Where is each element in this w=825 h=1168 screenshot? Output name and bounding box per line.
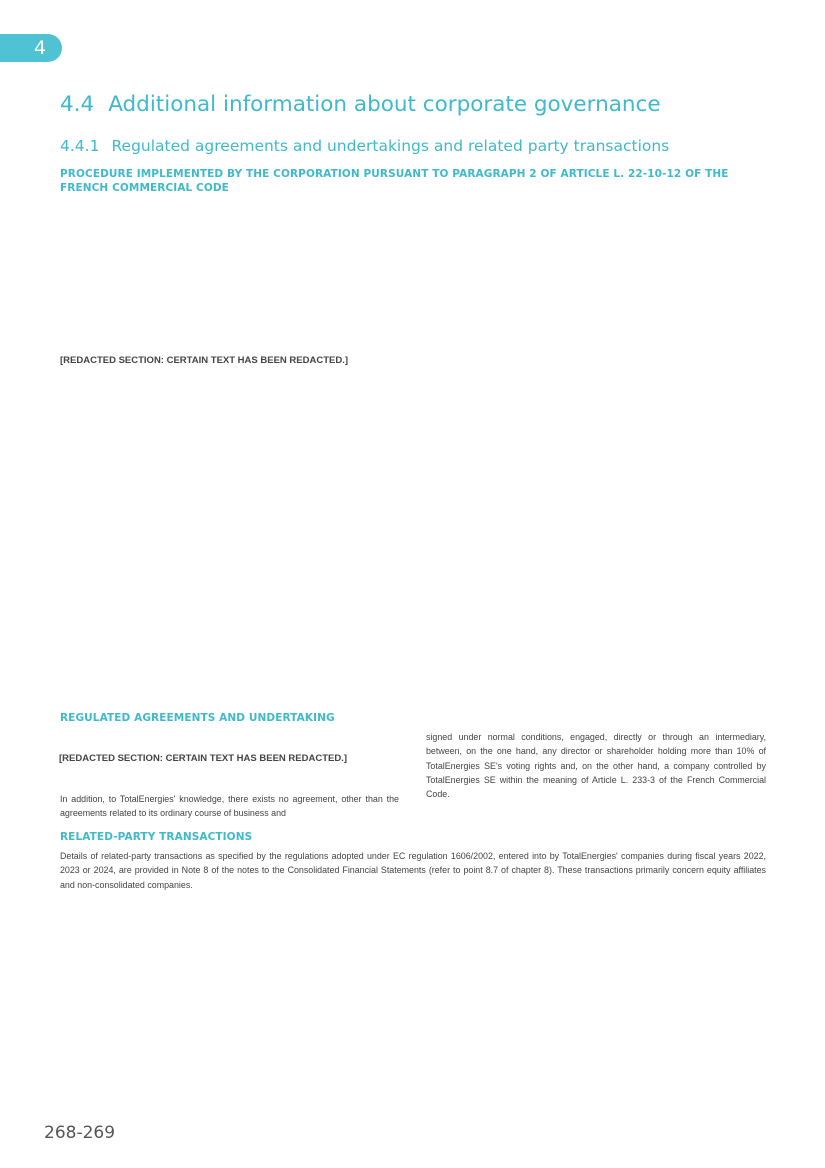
subsection-number: 4.4.1: [60, 137, 100, 155]
redacted-notice: [REDACTED SECTION: CERTAIN TEXT HAS BEEN REDACTED.]: [60, 355, 348, 366]
section-number: 4.4: [60, 92, 95, 117]
regulated-agreements-heading: REGULATED AGREEMENTS AND UNDERTAKING: [60, 712, 335, 724]
chapter-tab: 4: [0, 34, 62, 62]
related-party-paragraph: Details of related-party transactions as specified by the regulations adopted under EC regulation 1606/2002, entered into by TotalEnergies' companies during fiscal years 2022, 2023 or 2024, are provided in Note 8 of the notes to the Consolidated Financial Statements (refer to point 8.7 of chapter 8). These transactions primarily concern equity affiliates and non-consolidated companies.: [60, 851, 766, 890]
section-title-text: Additional information about corporate governance: [108, 92, 661, 117]
regulated-left-paragraph: In addition, to TotalEnergies' knowledge, there exists no agreement, other than the agreements related to its ordinary course of business and: [60, 794, 399, 819]
section-title: [60, 92, 661, 117]
page-number: 268-269: [44, 1123, 116, 1143]
procedure-heading: PROCEDURE IMPLEMENTED BY THE CORPORATION PURSUANT TO PARAGRAPH 2 OF ARTICLE L. 22-10-12 OF THE FRENCH COMMERCIAL CODE: [60, 168, 729, 194]
related-party-heading: RELATED-PARTY TRANSACTIONS: [60, 831, 253, 843]
subsection-title: [60, 137, 669, 155]
regulated-right-paragraph: signed under normal conditions, engaged, directly or through an intermediary, between, on the one hand, any director or shareholder holding more than 10% of TotalEnergies SE's voting rights and, on the other hand, a company controlled by TotalEnergies SE within the meaning of Article L. 233-3 of the French Commercial Code.: [426, 732, 766, 800]
subsection-title-text: Regulated agreements and undertakings and related party transactions: [111, 137, 670, 155]
regulated-redacted-notice: [REDACTED SECTION: CERTAIN TEXT HAS BEEN REDACTED.]: [59, 753, 347, 764]
